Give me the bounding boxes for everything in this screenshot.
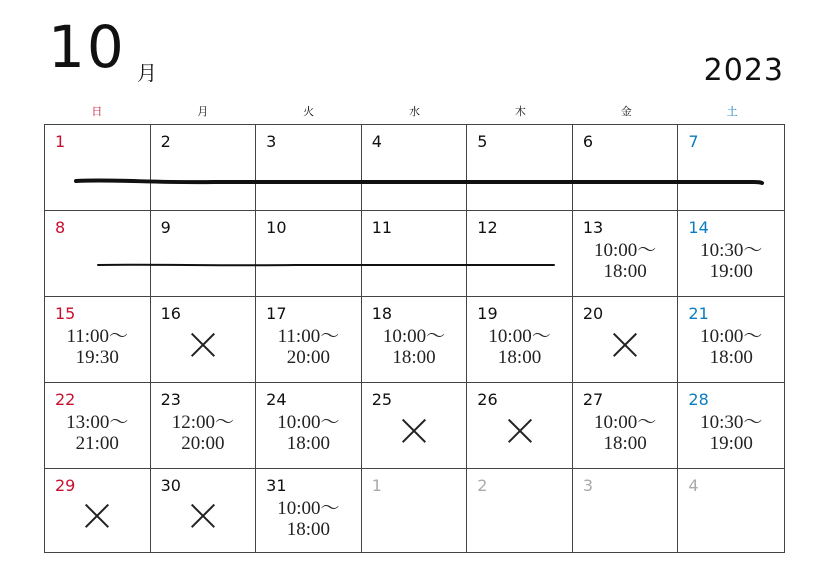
business-hours — [573, 412, 678, 454]
month-unit: 月 — [137, 61, 157, 85]
day-number: 3 — [582, 476, 594, 495]
calendar-day-cell — [573, 211, 679, 297]
open-time: 10:00～ — [277, 498, 340, 519]
day-number: 4 — [371, 132, 382, 151]
open-time: 11:00～ — [277, 326, 340, 347]
calendar-day-cell — [467, 469, 573, 552]
close-time: 19:00 — [709, 433, 753, 454]
calendar-day-cell — [467, 211, 573, 297]
closed-x-icon — [190, 503, 216, 529]
calendar-day-cell — [362, 297, 468, 383]
calendar-day-cell — [256, 383, 362, 469]
close-time: 18:00 — [286, 433, 331, 454]
business-hours — [678, 240, 784, 282]
open-time: 12:00～ — [171, 412, 234, 433]
business-hours — [467, 326, 572, 368]
close-time: 18:00 — [603, 433, 647, 454]
open-time: 13:00～ — [66, 412, 129, 433]
weekday-sat: 土 — [726, 105, 738, 118]
day-number: 27 — [582, 390, 604, 409]
day-number: 31 — [266, 476, 287, 495]
calendar-day-cell — [467, 297, 573, 383]
business-hours — [678, 326, 784, 368]
close-time: 18:00 — [709, 347, 753, 368]
day-number: 30 — [160, 476, 181, 495]
calendar-day-cell — [573, 383, 679, 469]
year-label: 2023 — [703, 53, 784, 88]
closed-x-icon — [190, 332, 216, 358]
business-hours — [573, 240, 678, 282]
open-time: 10:30～ — [700, 240, 763, 261]
day-number: 18 — [371, 304, 393, 323]
day-number: 2 — [477, 476, 488, 495]
calendar-day-cell — [256, 125, 362, 211]
day-number: 1 — [55, 132, 66, 151]
day-number: 14 — [688, 218, 709, 237]
day-number: 1 — [371, 476, 382, 495]
day-number: 10 — [266, 218, 287, 237]
business-hours — [362, 326, 467, 368]
weekday-mon: 月 — [197, 105, 209, 118]
weekday-tue: 火 — [303, 105, 315, 118]
open-time: 10:00～ — [382, 326, 446, 347]
day-number: 23 — [160, 390, 181, 409]
business-hours — [151, 412, 256, 454]
business-hours — [256, 498, 361, 540]
calendar-day-cell — [678, 383, 784, 469]
day-number: 19 — [477, 304, 498, 323]
day-number: 29 — [55, 476, 76, 495]
calendar-day-cell — [678, 125, 784, 211]
calendar-day-cell — [256, 469, 362, 552]
calendar-day-cell — [45, 211, 151, 297]
close-time: 19:30 — [75, 347, 119, 368]
calendar-day-cell — [678, 469, 784, 552]
day-number: 7 — [688, 132, 699, 151]
business-hours — [678, 412, 784, 454]
calendar-day-cell — [362, 383, 468, 469]
calendar-day-cell — [362, 469, 468, 552]
day-number: 9 — [160, 218, 171, 237]
weekday-header — [44, 103, 785, 123]
closed-period-stroke — [96, 260, 556, 270]
day-number: 8 — [55, 218, 66, 237]
calendar-day-cell — [573, 297, 679, 383]
open-time: 10:30～ — [700, 412, 763, 433]
calendar-day-cell — [151, 383, 257, 469]
calendar-day-cell — [151, 211, 257, 297]
calendar-day-cell — [256, 297, 362, 383]
calendar-day-cell — [362, 125, 468, 211]
close-time: 18:00 — [286, 519, 331, 540]
closed-x-icon — [612, 332, 638, 358]
open-time: 11:00～ — [66, 326, 129, 347]
business-hours — [256, 412, 361, 454]
calendar-day-cell — [151, 469, 257, 552]
close-time: 20:00 — [181, 433, 225, 454]
day-number: 16 — [160, 304, 181, 323]
open-time: 10:00～ — [593, 412, 657, 433]
close-time: 18:00 — [497, 347, 542, 368]
close-time: 20:00 — [286, 347, 331, 368]
day-number: 11 — [371, 218, 393, 237]
day-number: 15 — [55, 304, 76, 323]
business-hours — [256, 326, 361, 368]
weekday-sun: 日 — [91, 105, 103, 118]
calendar-day-cell — [573, 469, 679, 552]
closed-period-stroke — [74, 177, 764, 187]
open-time: 10:00～ — [700, 326, 763, 347]
calendar-day-cell — [467, 383, 573, 469]
day-number: 4 — [688, 476, 699, 495]
close-time: 21:00 — [75, 433, 119, 454]
day-number: 17 — [266, 304, 287, 323]
business-hours — [45, 326, 150, 368]
day-number: 5 — [477, 132, 488, 151]
day-number: 12 — [477, 218, 498, 237]
closed-x-icon — [84, 503, 110, 529]
open-time: 10:00～ — [488, 326, 551, 347]
weekday-wed: 水 — [409, 105, 420, 118]
calendar-day-cell — [362, 211, 468, 297]
weekday-thu: 木 — [514, 105, 526, 118]
calendar-day-cell — [45, 125, 151, 211]
close-time: 18:00 — [392, 347, 436, 368]
day-number: 20 — [582, 304, 604, 323]
day-number: 3 — [266, 132, 277, 151]
calendar-day-cell — [45, 383, 151, 469]
closed-x-icon — [507, 418, 533, 444]
calendar-day-cell — [151, 125, 257, 211]
calendar-day-cell — [256, 211, 362, 297]
closed-x-icon — [401, 418, 427, 444]
calendar-day-cell — [573, 125, 679, 211]
close-time: 18:00 — [603, 261, 647, 282]
day-number: 6 — [582, 132, 594, 151]
close-time: 19:00 — [709, 261, 753, 282]
calendar-day-cell — [151, 297, 257, 383]
open-time: 10:00～ — [277, 412, 340, 433]
open-time: 10:00～ — [593, 240, 657, 261]
day-number: 22 — [55, 390, 76, 409]
calendar-day-cell — [467, 125, 573, 211]
business-hours — [45, 412, 150, 454]
day-number: 13 — [582, 218, 604, 237]
day-number: 28 — [688, 390, 709, 409]
weekday-fri: 金 — [620, 105, 632, 118]
calendar-grid — [44, 124, 785, 553]
day-number: 2 — [160, 132, 171, 151]
day-number: 24 — [266, 390, 287, 409]
calendar-day-cell — [45, 297, 151, 383]
calendar-day-cell — [45, 469, 151, 552]
day-number: 25 — [371, 390, 393, 409]
day-number: 21 — [688, 304, 709, 323]
calendar-day-cell — [678, 297, 784, 383]
calendar-day-cell — [678, 211, 784, 297]
day-number: 26 — [477, 390, 498, 409]
month-number: 10 — [48, 13, 126, 81]
